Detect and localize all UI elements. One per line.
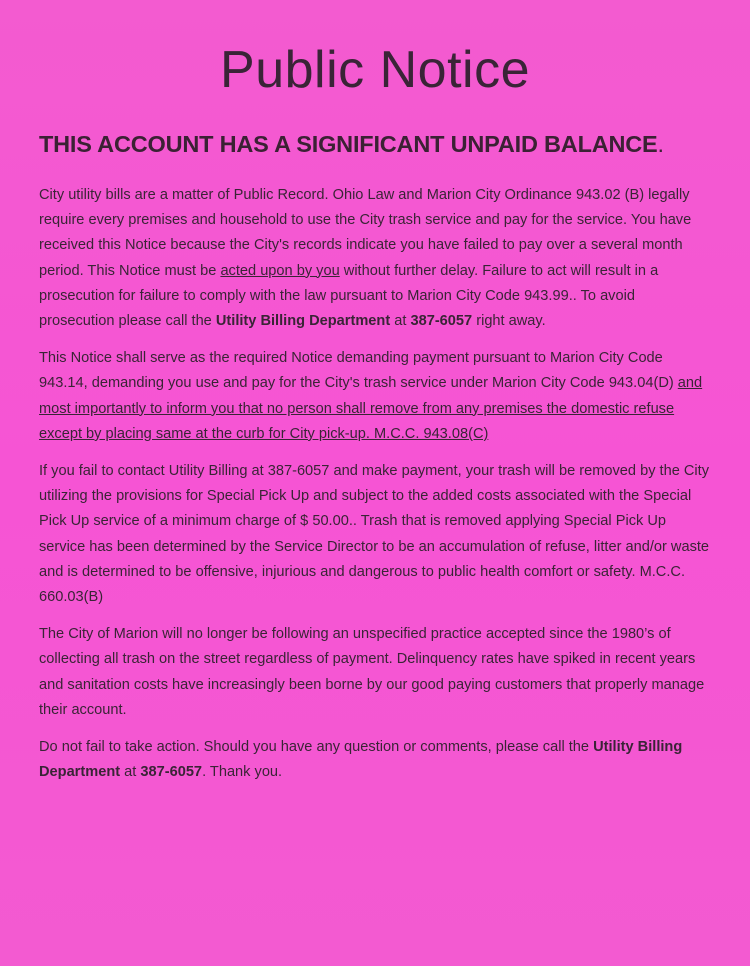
- page-title: Public Notice: [220, 41, 530, 99]
- paragraph-policy-change: The City of Marion will no longer be following an unspecified practice accepted since the 1980’s of collecting all trash on the street regardless of payment. Delinquency rates have spiked in recent years and sanitation costs have increasingly been borne by our good paying customers that properly manage their account.: [39, 626, 705, 718]
- p1-text-a: City utility bills are a matter of Public Record. Ohio Law and Marion City Ordinance 943.02 (B) legally require every premises and household to use the City trash service and pay for the service. You have received this Notice because the City's records indicate you have failed to pay over a several month period. This Notice must be: [39, 187, 692, 279]
- headline-period: .: [657, 131, 664, 157]
- unpaid-balance-headline: [39, 131, 729, 158]
- p1-text-c: at: [390, 313, 411, 330]
- p5-phone-number: 387-6057: [140, 764, 203, 781]
- paragraph-required-notice: [39, 346, 711, 447]
- paragraph-public-record: [39, 183, 711, 334]
- p5-text-b: at: [120, 764, 141, 781]
- p1-text-d: right away.: [472, 313, 546, 330]
- paragraph-call-to-action: [39, 735, 711, 785]
- p1-underlined-text: acted upon by you: [220, 262, 340, 279]
- p1-text-b: without further delay. Failure to act will result in a prosecution for failure to comply with the law pursuant to Marion City Code 943.99.. To avoid prosecution please call the: [39, 262, 659, 330]
- p1-phone-number: 387-6057: [410, 313, 473, 330]
- p2-text-a: This Notice shall serve as the required Notice demanding payment pursuant to Marion City Code 943.14, demanding you use and pay for the City's trash service under Marion City Code 943.04(D): [39, 350, 678, 392]
- headline-text: THIS ACCOUNT HAS A SIGNIFICANT UNPAID BALANCE: [39, 131, 658, 157]
- p5-department-name: Utility Billing Department: [39, 739, 683, 781]
- paragraph-special-pickup: If you fail to contact Utility Billing at 387-6057 and make payment, your trash will be removed by the City utilizing the provisions for Special Pick Up and subject to the added costs associated with the Special Pick Up service of a minimum charge of $ 50.00.. Trash that is removed applying Special Pick Up service has been determined by the Service Director to be an accumulation of refuse, litter and/or waste and is determined to be offensive, injurious and dangerous to public health comfort or safety. M.C.C. 660.03(B): [39, 463, 710, 606]
- notice-body: [39, 183, 711, 797]
- p5-text-a: Do not fail to take action. Should you have any question or comments, please call the: [39, 739, 594, 756]
- p1-department-name: Utility Billing Department: [215, 313, 391, 330]
- p2-underlined-text: and most importantly to inform you that no person shall remove from any premises the domestic refuse except by placing same at the curb for City pick-up. M.C.C. 943.08(C): [39, 375, 703, 442]
- p5-text-c: . Thank you.: [202, 764, 283, 781]
